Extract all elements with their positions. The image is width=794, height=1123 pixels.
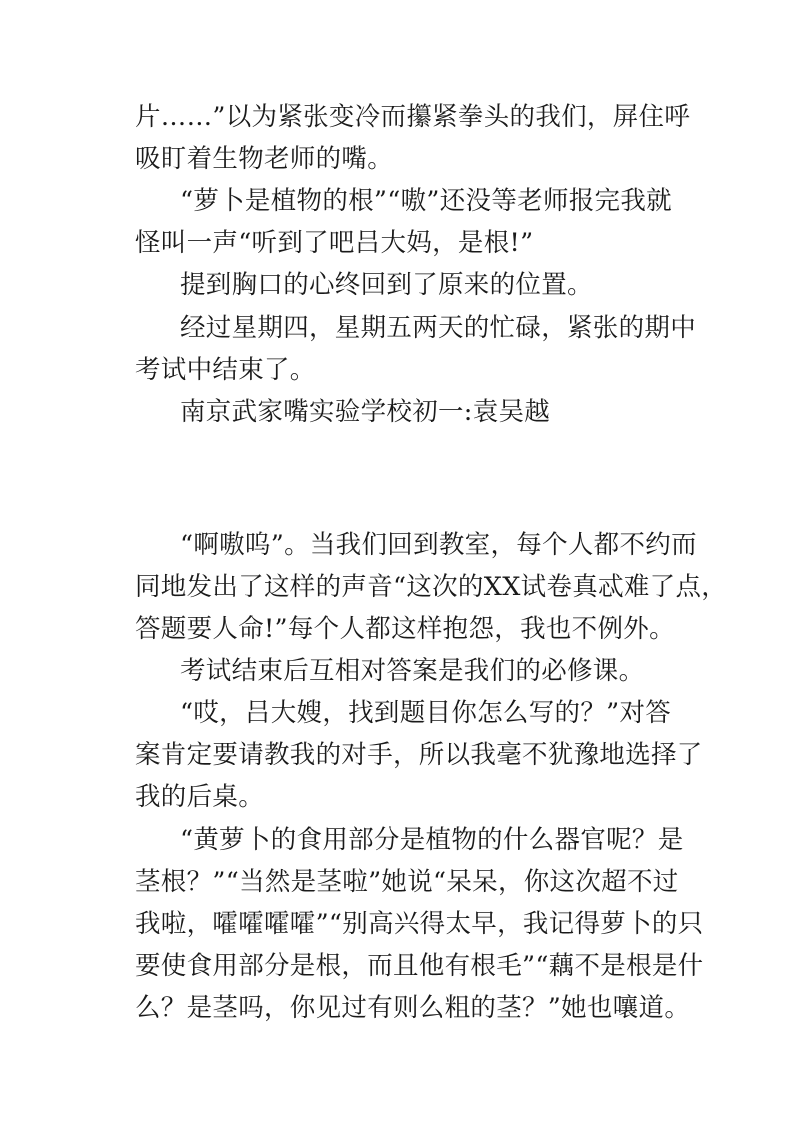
paragraph-line: 要使食用部分是根，而且他有根毛”“藕不是根是什 <box>135 951 704 981</box>
paragraph-line: 经过星期四，星期五两天的忙碌，紧张的期中 <box>180 313 697 343</box>
paragraph-line: 茎根？”“当然是茎啦”她说“呆呆，你这次超不过 <box>135 867 679 897</box>
paragraph-line: 吸盯着生物老师的嘴。 <box>135 144 394 174</box>
paragraph-line: 考试结束后互相对答案是我们的必修课。 <box>180 656 645 686</box>
paragraph-line: “啊嗷呜”。当我们回到教室，每个人都不约而 <box>180 530 697 560</box>
paragraph-line: 片……”以为紧张变冷而攥紧拳头的我们，屏住呼 <box>135 102 691 132</box>
paragraph-line: “黄萝卜的食用部分是植物的什么器官呢？是 <box>180 825 684 855</box>
paragraph-line: 我啦，嚯嚯嚯嚯”“别高兴得太早，我记得萝卜的只 <box>135 909 704 939</box>
paragraph-line: “萝卜是植物的根”“嗷”还没等老师报完我就 <box>180 186 672 216</box>
paragraph-line: “哎，吕大嫂，找到题目你怎么写的？”对答 <box>180 698 672 728</box>
paragraph-line: 怪叫一声“听到了吧吕大妈，是根!” <box>135 228 534 258</box>
paragraph-line: 同地发出了这样的声音“这次的XX试卷真忒难了点， <box>135 572 728 602</box>
paragraph-line: 提到胸口的心终回到了原来的位置。 <box>180 270 593 300</box>
paragraph-line: 考试中结束了。 <box>135 355 316 385</box>
paragraph-line: 么？是茎吗，你见过有则么粗的茎？”她也嚷道。 <box>135 993 691 1023</box>
author-line: 南京武家嘴实验学校初一:袁吴越 <box>180 397 551 427</box>
paragraph-line: 我的后桌。 <box>135 782 265 812</box>
paragraph-line: 案肯定要请教我的对手，所以我毫不犹豫地选择了 <box>135 740 703 770</box>
paragraph-line: 答题要人命!”每个人都这样抱怨，我也不例外。 <box>135 614 675 644</box>
